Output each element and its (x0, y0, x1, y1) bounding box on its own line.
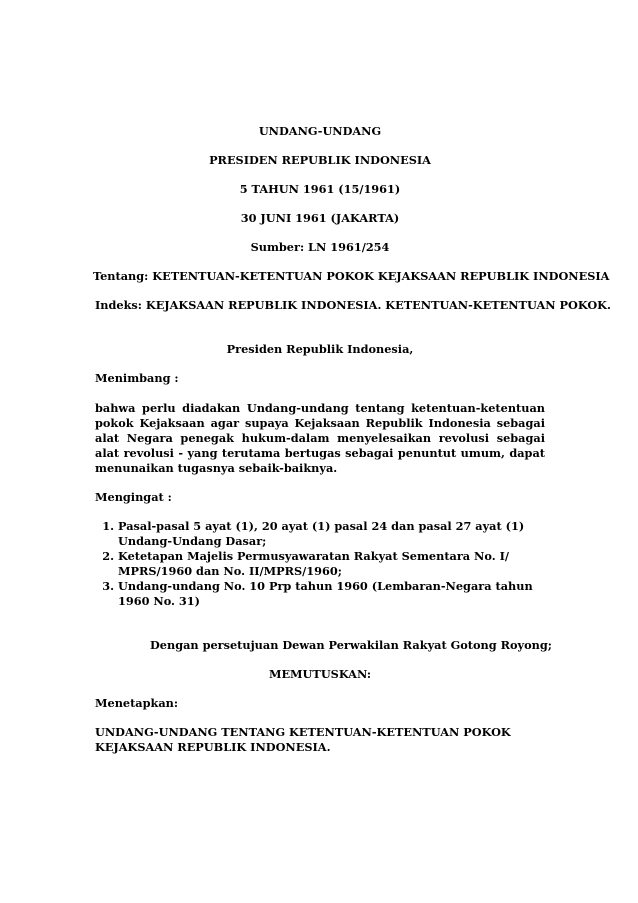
law-number: 5 TAHUN 1961 (15/1961) (239, 182, 401, 196)
president-heading: Presiden Republik Indonesia, (226, 342, 414, 356)
menimbang-text: bahwa perlu diadakan Undang-undang tentang ketentuan-ketentuan pokok Kejaksaan agar supaya Kejaksaan Republik Indonesia sebagai alat Negara penegak hukum-dalam menyelesaikan revolusi sebagai alat revolusi - yang terutama bertugas sebagai penuntut umum, dapat menunaikan tugasnya sebaik-baiknya. (95, 401, 545, 475)
menimbang-label: Menimbang : (95, 371, 179, 385)
list-item: 1. Pasal-pasal 5 ayat (1), 20 ayat (1) pasal 24 dan pasal 27 ayat (1) Undang-Undang Dasar; (118, 519, 545, 549)
mengingat-label: Mengingat : (95, 490, 172, 504)
mengingat-list (91, 519, 545, 609)
law-source: Sumber: LN 1961/254 (250, 240, 390, 254)
menetapkan-label: Menetapkan: (95, 696, 179, 710)
document-body (93, 124, 611, 755)
persetujuan-line: Dengan persetujuan Dewan Perwakilan Rakyat Gotong Royong; (150, 638, 552, 652)
menetapkan-text: UNDANG-UNDANG TENTANG KETENTUAN-KETENTUAN POKOK KEJAKSAAN REPUBLIK INDONESIA. (95, 725, 511, 754)
tentang-line: Tentang: KETENTUAN-KETENTUAN POKOK KEJAKSAAN REPUBLIK INDONESIA (93, 269, 610, 283)
list-item: 2. Ketetapan Majelis Permusyawaratan Rakyat Sementara No. I/ MPRS/1960 dan No. II/MPRS/1960; (118, 549, 545, 579)
law-date: 30 JUNI 1961 (JAKARTA) (240, 211, 400, 225)
memutuskan-heading: MEMUTUSKAN: (268, 667, 372, 681)
law-title: UNDANG-UNDANG (258, 124, 382, 138)
list-item: 3. Undang-undang No. 10 Prp tahun 1960 (Lembaran-Negara tahun 1960 No. 31) (118, 579, 545, 609)
indeks-line: Indeks: KEJAKSAAN REPUBLIK INDONESIA. KETENTUAN-KETENTUAN POKOK. (95, 298, 611, 312)
issuer-line: PRESIDEN REPUBLIK INDONESIA (209, 153, 431, 167)
